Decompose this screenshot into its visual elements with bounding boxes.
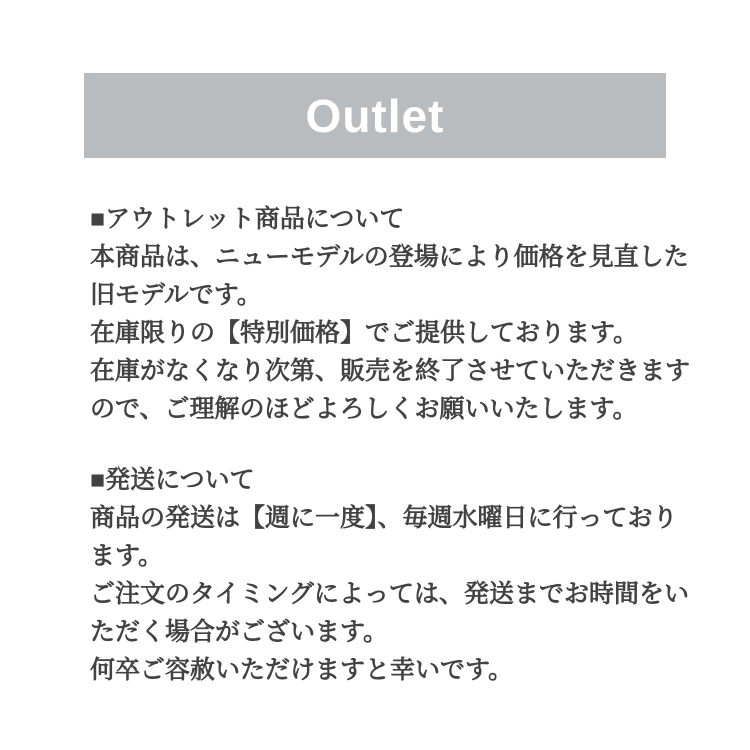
section-heading-outlet: ■アウトレット商品について <box>90 205 405 233</box>
text-line: 在庫がなくなり次第、販売を終了させていただきます <box>90 357 691 385</box>
text-line: ます。 <box>90 542 164 570</box>
text-line: 本商品は、ニューモデルの登場により価格を見直した <box>90 243 689 271</box>
text-line: ので、ご理解のほどよろしくお願いいたします。 <box>90 395 638 423</box>
section-shipping <box>90 461 690 689</box>
text-line: 旧モデルです。 <box>90 281 262 309</box>
info-content <box>90 200 690 689</box>
section-heading-shipping: ■発送について <box>90 466 255 494</box>
text-line: ご注文のタイミングによっては、発送までお時間をい <box>90 580 690 608</box>
text-line: 何卒ご容赦いただけますと幸いです。 <box>90 656 514 684</box>
text-line: 商品の発送は【週に一度】、毎週水曜日に行っており <box>90 504 678 532</box>
text-line: 在庫限りの【特別価格】でご提供しております。 <box>90 319 639 347</box>
text-line: ただく場合がございます。 <box>90 618 389 646</box>
outlet-banner-title: Outlet <box>305 89 445 142</box>
outlet-banner <box>84 73 666 158</box>
section-outlet-products <box>90 200 690 428</box>
